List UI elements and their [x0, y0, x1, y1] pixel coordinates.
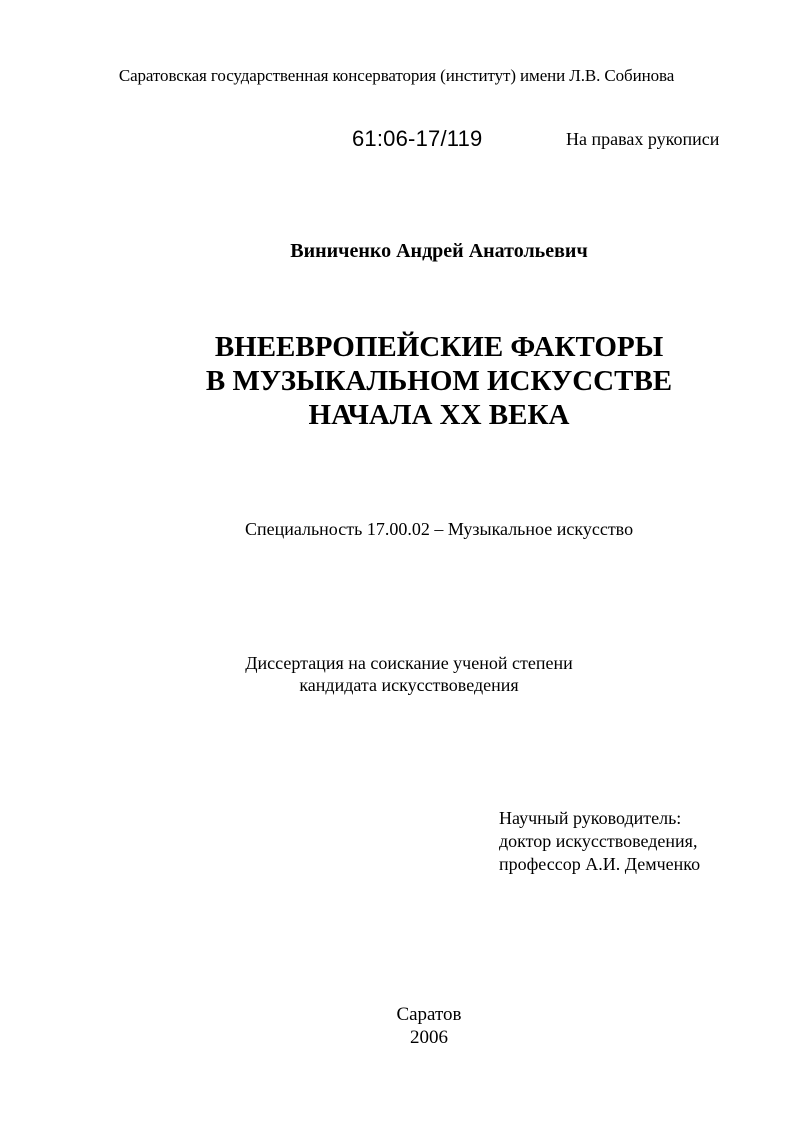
city: Саратов	[396, 1004, 462, 1025]
catalog-number: 61:06-17/119	[352, 126, 483, 151]
rights-note: На правах рукописи	[566, 129, 720, 149]
place-and-year	[0, 1003, 793, 1049]
degree-statement	[0, 652, 793, 696]
specialty: Специальность 17.00.02 – Музыкальное искусство	[244, 519, 634, 539]
title-line: ВНЕЕВРОПЕЙСКИЕ ФАКТОРЫ	[214, 331, 664, 363]
year: 2006	[410, 1027, 448, 1048]
title-line: В МУЗЫКАЛЬНОМ ИСКУССТВЕ	[205, 365, 673, 397]
supervisor-line: Научный руководитель:	[499, 808, 682, 828]
supervisor-block	[499, 807, 700, 876]
title-line: НАЧАЛА XX ВЕКА	[308, 399, 570, 431]
degree-line: Диссертация на соискание ученой степени	[245, 653, 573, 673]
dissertation-title	[0, 330, 793, 432]
degree-line: кандидата искусствоведения	[299, 675, 519, 695]
supervisor-line: доктор искусствоведения,	[499, 831, 698, 851]
institution-name: Саратовская государственная консерватория (институт) имени Л.В. Собинова	[118, 66, 675, 85]
supervisor-line: профессор А.И. Демченко	[499, 854, 701, 874]
author-name: Виниченко Андрей Анатольевич	[290, 240, 588, 262]
